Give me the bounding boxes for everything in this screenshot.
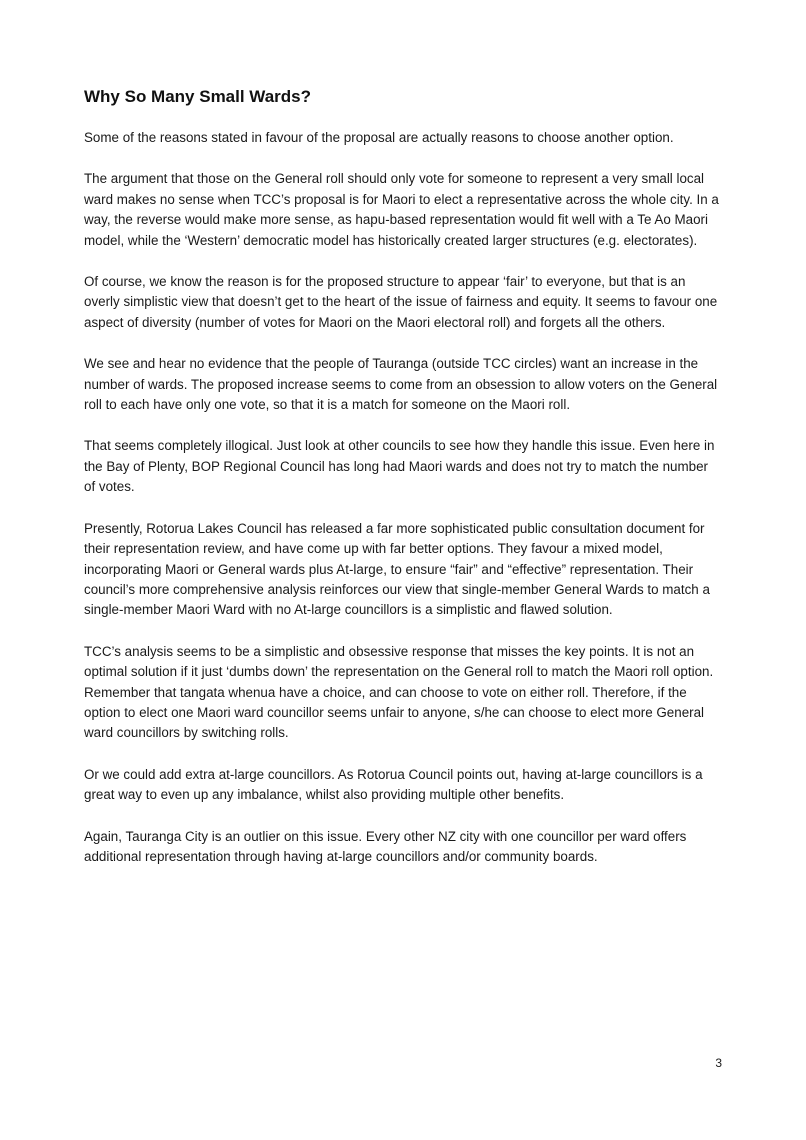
- paragraph-no-evidence: We see and hear no evidence that the people of Tauranga (outside TCC circles) want an increase in the number of wards. The proposed increase seems to come from an obsession to allow voters on the General roll to each have only one vote, so that it is a match for someone on the Maori roll.: [84, 356, 718, 413]
- paragraph-intro: Some of the reasons stated in favour of the proposal are actually reasons to choose another option.: [84, 130, 674, 145]
- paragraph-rotorua: Presently, Rotorua Lakes Council has released a far more sophisticated public consultation document for their representation review, and have come up with far better options. They favour a mixed model, incorporating Maori or General wards plus At-large, to ensure “fair” and “effective” representation. Their council’s more comprehensive analysis reinforces our view that single-member General Wards to match a single-member Maori Ward with no At-large councillors is a simplistic and flawed solution.: [84, 520, 710, 618]
- page-title: Why So Many Small Wards?: [84, 87, 312, 106]
- paragraph-illogical: That seems completely illogical. Just look at other councils to see how they handle this issue. Even here in the Bay of Plenty, BOP Regional Council has long had Maori wards and does not try to match the number of votes.: [84, 438, 715, 495]
- paragraph-at-large: Or we could add extra at-large councillors. As Rotorua Council points out, having at-large councillors is a great way to even up any imbalance, whilst also providing multiple other benefits.: [84, 766, 703, 803]
- paragraph-outlier: Again, Tauranga City is an outlier on this issue. Every other NZ city with one councillor per ward offers additional representation through having at-large councillors and/or community boards.: [84, 828, 687, 864]
- paragraph-fairness: Of course, we know the reason is for the proposed structure to appear ‘fair’ to everyone, but that is an overly simplistic view that doesn’t get to the heart of the issue of fairness and equity. It seems to favour one aspect of diversity (number of votes for Maori on the Maori electoral roll) and forgets all the others.: [84, 274, 718, 330]
- paragraph-tcc-analysis: TCC’s analysis seems to be a simplistic and obsessive response that misses the key points. It is not an optimal solution if it just ‘dumbs down’ the representation on the General roll to match the Maori roll option. Remember that tangata whenua have a choice, and can choose to vote on either roll. Therefore, if the option to elect one Maori ward councillor seems unfair to anyone, s/he can choose to elect more General ward councillors by switching rolls.: [84, 643, 714, 741]
- paragraph-general-roll-argument: The argument that those on the General roll should only vote for someone to represent a very small local ward makes no sense when TCC’s proposal is for Maori to elect a representative across the whole city. In a way, the reverse would make more sense, as hapu-based representation would fit well with a Te Ao Maori model, while the ‘Western’ democratic model has historically created larger structures (e.g. electorates).: [84, 171, 719, 248]
- page-number: 3: [715, 1056, 722, 1070]
